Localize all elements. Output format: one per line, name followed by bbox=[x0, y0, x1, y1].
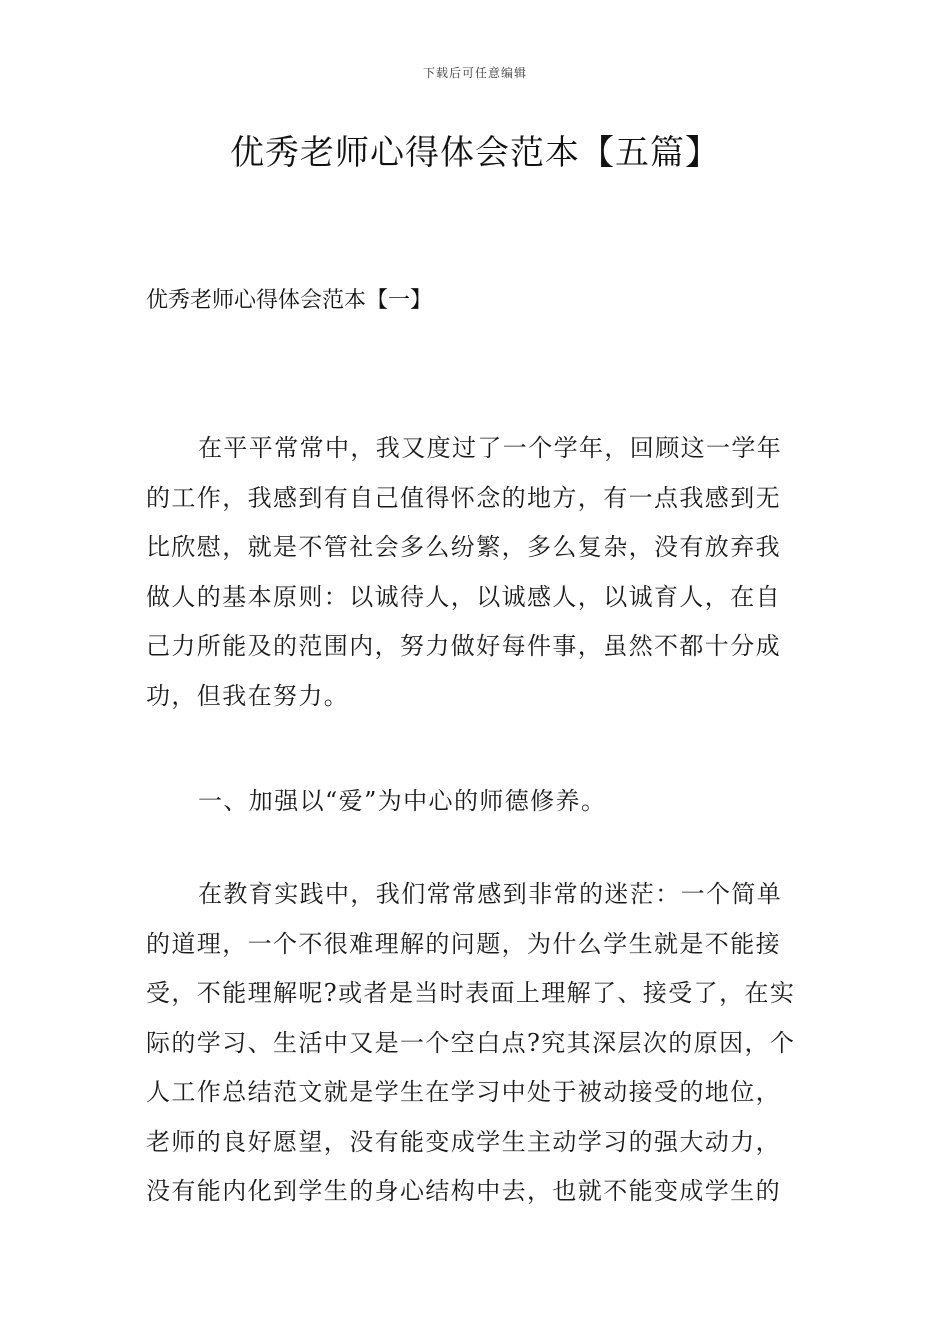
paragraph-2 bbox=[146, 777, 808, 827]
document-title: 优秀老师心得体会范本【五篇】 bbox=[230, 133, 720, 173]
paragraph-line: 人工作总结范文就是学生在学习中处于被动接受的地位， bbox=[146, 1078, 781, 1106]
paragraph-line: 的工作，我感到有自己值得怀念的地方，有一点我感到无 bbox=[146, 483, 781, 512]
section-heading: 优秀老师心得体会范本【一】 bbox=[146, 288, 433, 313]
paragraph-3 bbox=[146, 870, 808, 1217]
paragraph-line: 做人的基本原则：以诚待人，以诚感人，以诚育人，在自 bbox=[146, 582, 781, 611]
paragraph-line: 一、加强以“爱”为中心的师德修养。 bbox=[198, 787, 607, 815]
paragraph-line: 在教育实践中，我们常常感到非常的迷茫：一个简单 bbox=[198, 880, 783, 908]
paragraph-line: 己力所能及的范围内，努力做好每件事，虽然不都十分成 bbox=[146, 632, 781, 660]
header-note: 下载后可任意编辑 bbox=[422, 66, 527, 80]
paragraph-line: 的道理，一个不很难理解的问题，为什么学生就是不能接 bbox=[146, 929, 781, 958]
paragraph-line: 老师的良好愿望，没有能变成学生主动学习的强大动力， bbox=[146, 1127, 781, 1156]
paragraph-1 bbox=[146, 424, 808, 721]
paragraph-line: 受，不能理解呢?或者是当时表面上理解了、接受了，在实 bbox=[146, 979, 796, 1007]
paragraph-line: 比欣慰，就是不管社会多么纷繁，多么复杂，没有放弃我 bbox=[146, 533, 781, 561]
paragraph-line: 没有能内化到学生的身心结构中去，也就不能变成学生的 bbox=[146, 1177, 781, 1205]
paragraph-line: 际的学习、生活中又是一个空白点?究其深层次的原因，个 bbox=[146, 1028, 796, 1057]
paragraph-line: 功，但我在努力。 bbox=[146, 681, 350, 710]
paragraph-line: 在平平常常中，我又度过了一个学年，回顾这一学年 bbox=[198, 434, 783, 462]
